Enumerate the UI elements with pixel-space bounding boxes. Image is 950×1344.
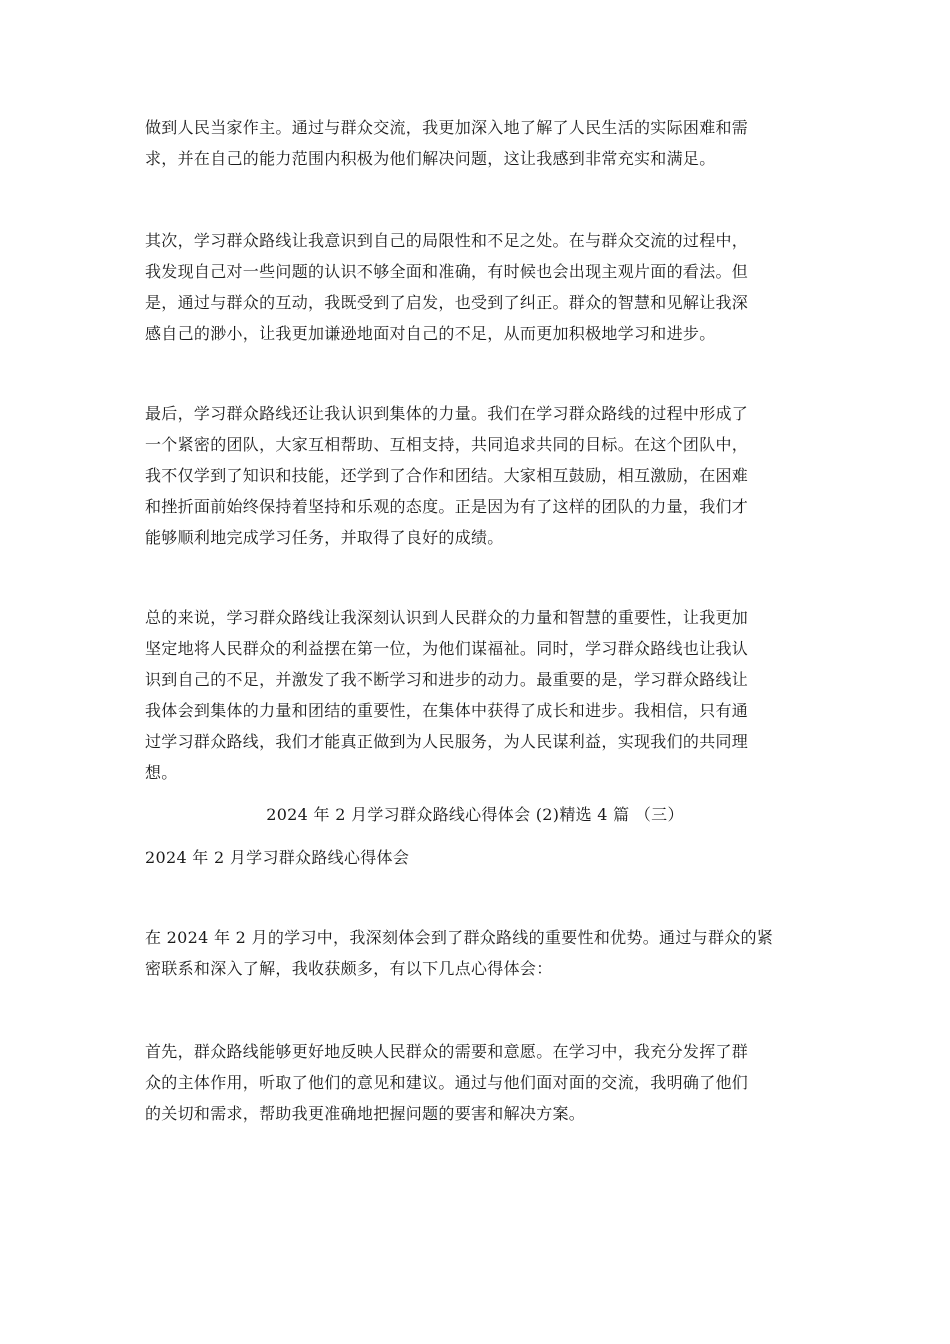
paragraph-line: 过学习群众路线，我们才能真正做到为人民服务，为人民谋利益，实现我们的共同理 [145, 732, 749, 751]
paragraph-line: 想。 [145, 763, 178, 782]
paragraph-line: 感自己的渺小，让我更加谦逊地面对自己的不足，从而更加积极地学习和进步。 [145, 324, 716, 343]
paragraph-line: 我体会到集体的力量和团结的重要性，在集体中获得了成长和进步。我相信，只有通 [145, 701, 749, 720]
paragraph-line: 总的来说，学习群众路线让我深刻认识到人民群众的力量和智慧的重要性，让我更加 [145, 608, 749, 627]
paragraph-1 [145, 112, 805, 174]
paragraph-3 [145, 398, 805, 553]
paragraph-5 [145, 922, 805, 984]
paragraph-line: 的关切和需求，帮助我更准确地把握问题的要害和解决方案。 [145, 1104, 586, 1123]
paragraph-line: 我发现自己对一些问题的认识不够全面和准确，有时候也会出现主观片面的看法。但 [145, 262, 749, 281]
paragraph-2 [145, 225, 805, 349]
paragraph-line: 众的主体作用，听取了他们的意见和建议。通过与他们面对面的交流，我明确了他们 [145, 1073, 749, 1092]
paragraph-line: 首先，群众路线能够更好地反映人民群众的需要和意愿。在学习中，我充分发挥了群 [145, 1042, 749, 1061]
paragraph-line: 做到人民当家作主。通过与群众交流，我更加深入地了解了人民生活的实际困难和需 [145, 118, 749, 137]
paragraph-line: 密联系和深入了解，我收获颇多，有以下几点心得体会： [145, 959, 553, 978]
paragraph-line: 和挫折面前始终保持着坚持和乐观的态度。正是因为有了这样的团队的力量，我们才 [145, 497, 749, 516]
paragraph-line: 能够顺利地完成学习任务，并取得了良好的成绩。 [145, 528, 504, 547]
paragraph-line: 是，通过与群众的互动，我既受到了启发，也受到了纠正。群众的智慧和见解让我深 [145, 293, 749, 312]
paragraph-line: 其次，学习群众路线让我意识到自己的局限性和不足之处。在与群众交流的过程中， [145, 231, 749, 250]
subtitle: 2024 年 2 月学习群众路线心得体会 [145, 848, 410, 867]
paragraph-line: 我不仅学到了知识和技能，还学到了合作和团结。大家相互鼓励，相互激励，在困难 [145, 466, 749, 485]
paragraph-line: 坚定地将人民群众的利益摆在第一位，为他们谋福祉。同时，学习群众路线也让我认 [145, 639, 749, 658]
paragraph-6 [145, 1036, 805, 1129]
paragraph-line: 最后，学习群众路线还让我认识到集体的力量。我们在学习群众路线的过程中形成了 [145, 404, 749, 423]
paragraph-line: 识到自己的不足，并激发了我不断学习和进步的动力。最重要的是，学习群众路线让 [145, 670, 749, 689]
paragraph-line: 一个紧密的团队，大家互相帮助、互相支持，共同追求共同的目标。在这个团队中， [145, 435, 749, 454]
paragraph-4 [145, 602, 805, 788]
section-heading: 2024 年 2 月学习群众路线心得体会 (2)精选 4 篇 （三） [266, 805, 684, 824]
paragraph-line: 求，并在自己的能力范围内积极为他们解决问题，这让我感到非常充实和满足。 [145, 149, 716, 168]
paragraph-line: 在 2024 年 2 月的学习中，我深刻体会到了群众路线的重要性和优势。通过与群众的紧 [145, 928, 774, 947]
